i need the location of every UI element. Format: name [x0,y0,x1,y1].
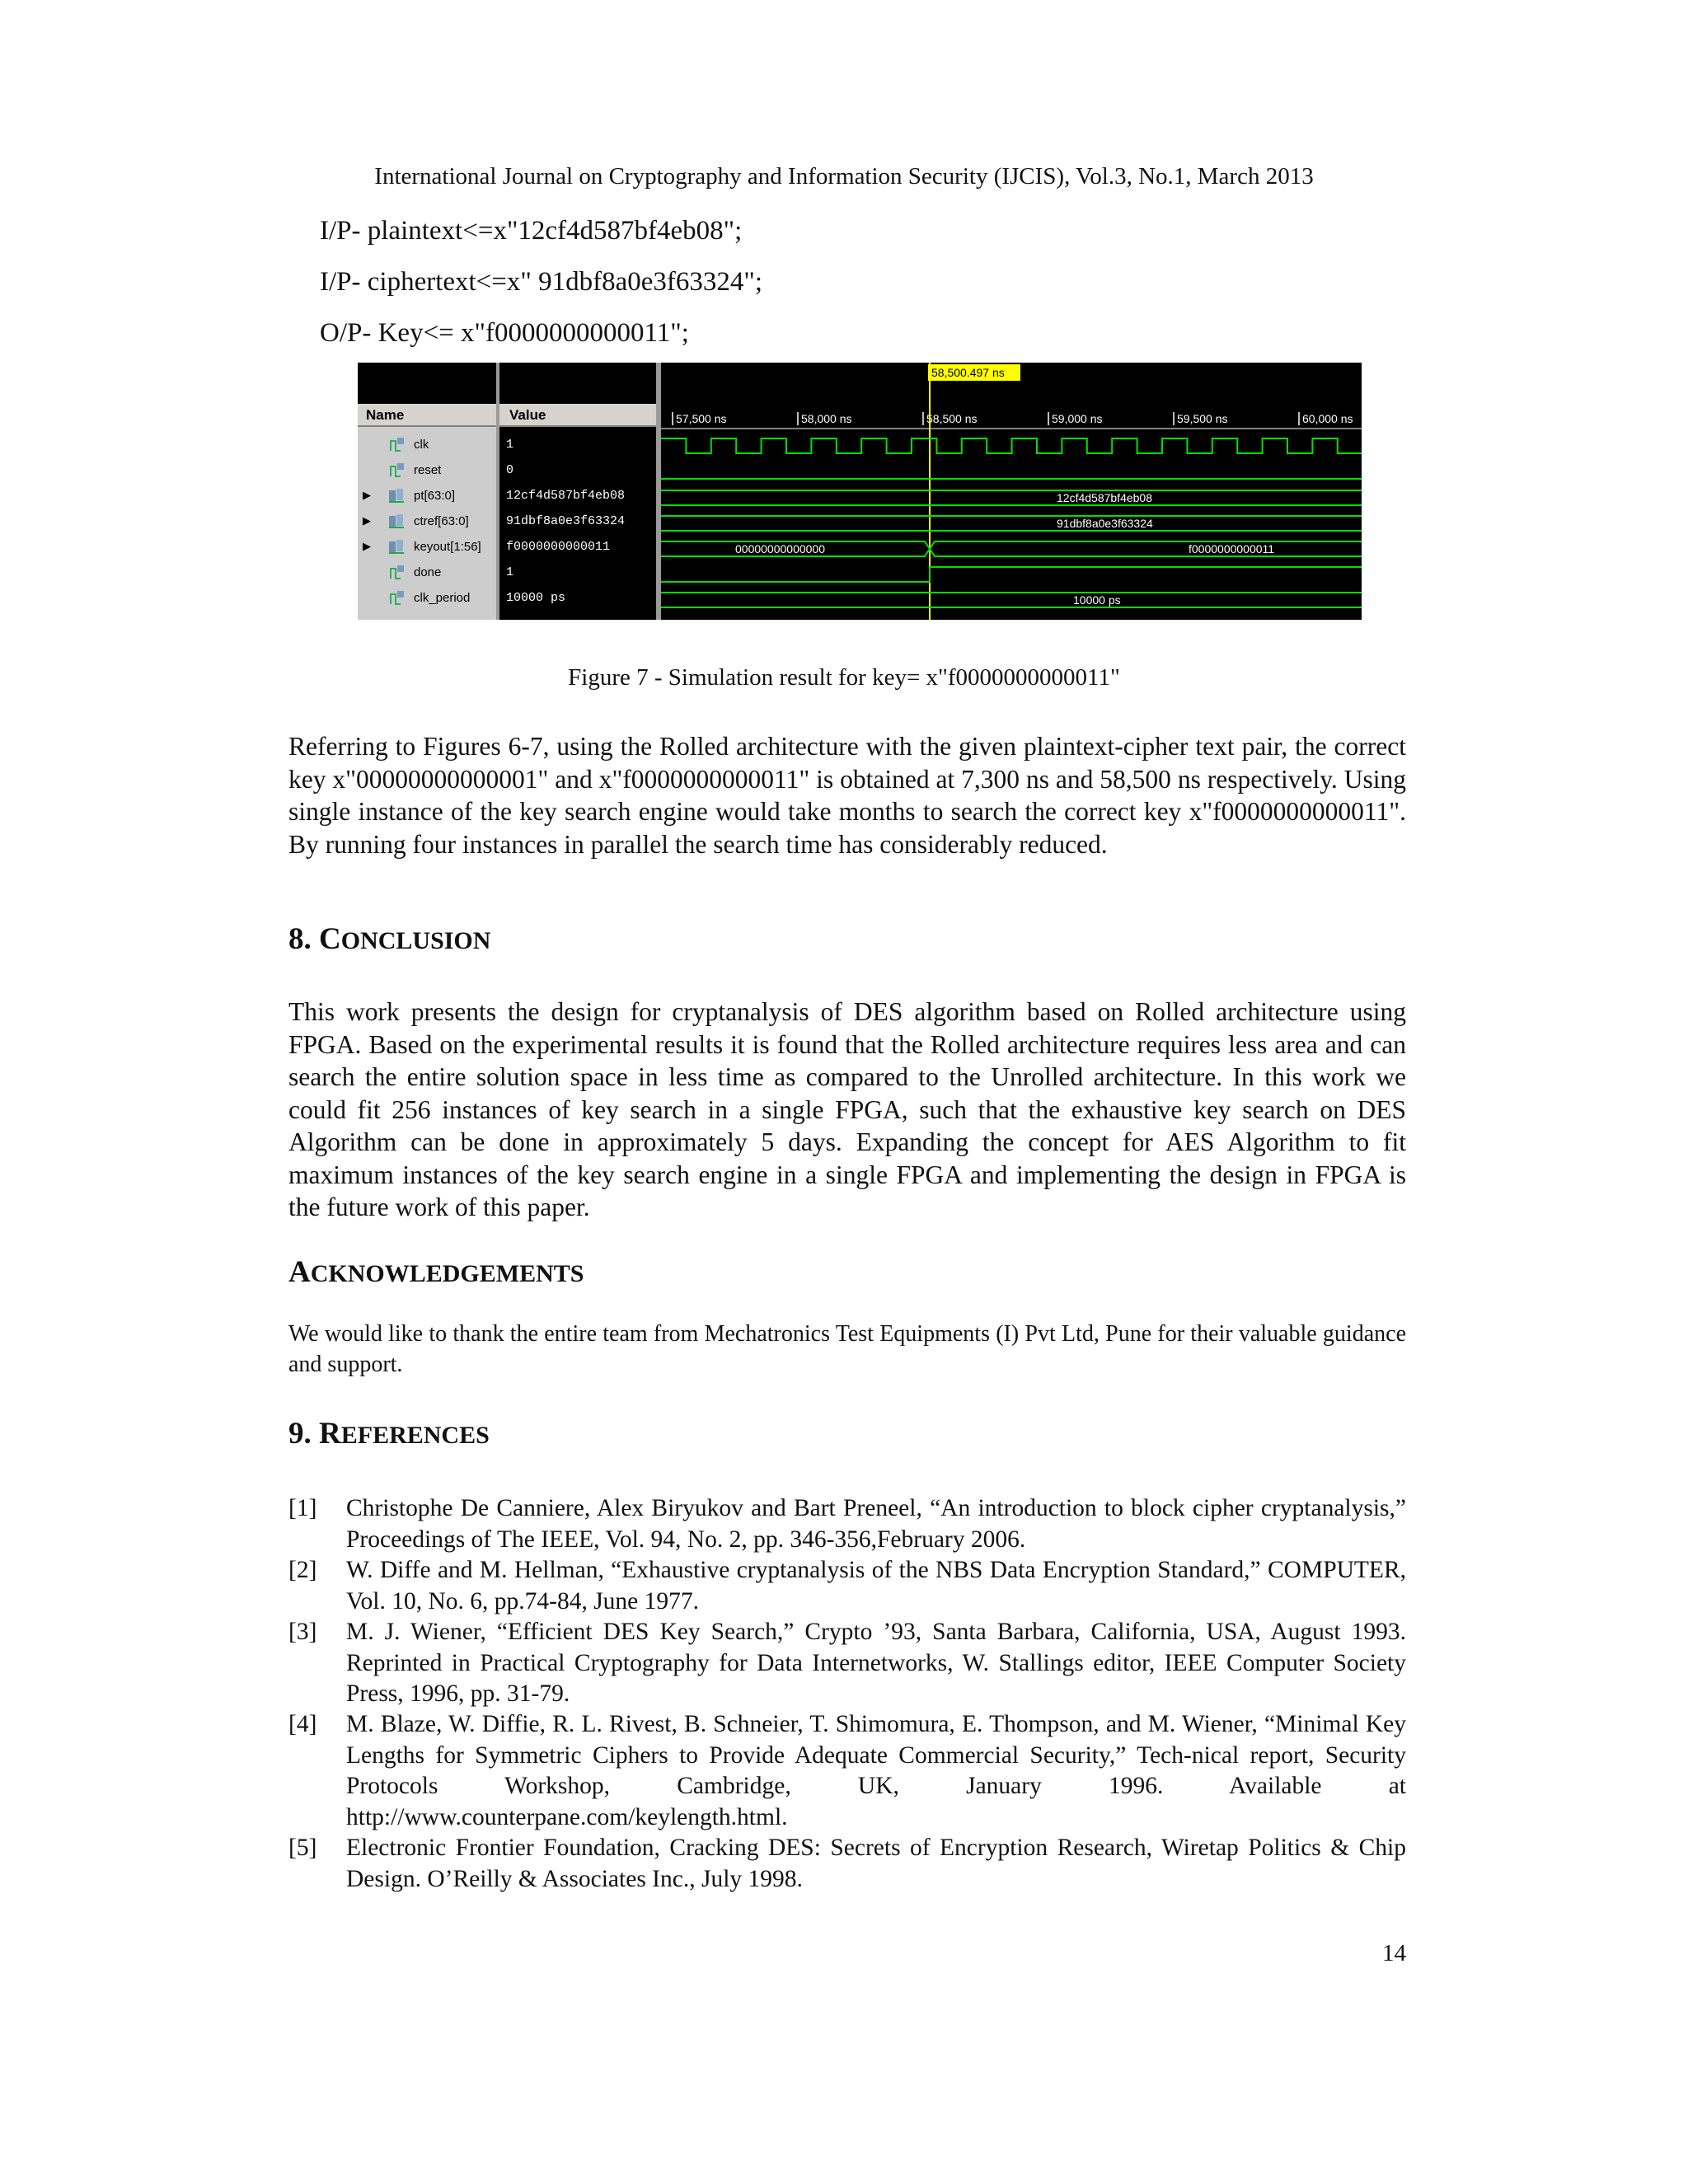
expand-bus-icon[interactable]: ▶ [363,541,371,553]
cursor-label: 58,500.497 ns [931,366,1005,379]
time-tick-label: 59,000 ns [1052,412,1103,425]
bus-signal-icon [387,538,407,556]
reference-text: W. Diffe and M. Hellman, “Exhaustive cryptanalysis of the NBS Data Encryption Standard,” COMPUTER, Vol. 10, No. 6, pp.74-84, June 1977. [346,1557,1406,1615]
keyout-wave-value-after: f0000000000011 [1189,542,1275,555]
reference-text: M. Blaze, W. Diffie, R. L. Rivest, B. Schneier, T. Shimomura, E. Thompson, and M. Wiener, “Minimal Key Lengths for Symmetric Ciphers to Provide Adequate Commercial Security,” Tech-nical report, Security Protocols Workshop, Cambridge, UK, January 1996. Available at http://www.counterpane.com/keylength.html. [346,1711,1406,1830]
journal-header: International Journal on Cryptography and Information Security (IJCIS), Vol.3, No.1, March 2013 [374,163,1314,190]
acknowledgements-paragraph: We would like to thank the entire team from Mechatronics Test Equipments (I) Pvt Ltd, Pune for their valuable guidance and support. [288,1321,1406,1377]
signal-icon [387,564,407,582]
results-paragraph: Referring to Figures 6-7, using the Rolled architecture with the given plaintext-cipher text pair, the correct key x"00000000000001" and x"f0000000000011" is obtained at 7,300 ns and 58,500 ns respectively. Using single instance of the key search engine would take months to search the correct key x"f0000000000011". By running four instances in parallel the search time has considerably reduced. [288,732,1406,859]
bus-signal-icon [387,513,407,531]
signal-value: 91dbf8a0e3f63324 [506,514,626,528]
reference-number: [4] [288,1711,317,1737]
waveform-canvas[interactable] [661,363,1362,620]
value-column-header[interactable]: Value [499,404,656,427]
signal-value: 1 [506,565,514,579]
reference-number: [5] [288,1835,317,1861]
signal-name-done[interactable]: done [414,565,442,579]
time-tick-label: 60,000 ns [1302,412,1353,425]
acknowledgements-heading [288,1254,584,1290]
time-tick-label: 57,500 ns [676,412,727,425]
conclusion-heading [288,921,490,957]
reference-text: Electronic Frontier Foundation, Cracking DES: Secrets of Encryption Research, Wiretap Politics & Chip Design. O’Reilly & Associates Inc., July 1998. [346,1835,1406,1892]
time-tick-label: 59,500 ns [1177,412,1228,425]
reference-item [288,1617,1406,1710]
reference-item [288,1833,1406,1895]
conclusion-paragraph: This work presents the design for cryptanalysis of DES algorithm based on Rolled architecture using FPGA. Based on the experimental results it is found that the Rolled architecture requires less area and can search the entire solution space in less time as compared to the Unrolled architecture. In this work we could fit 256 instances of key search in a single FPGA, such that the exhaustive key search on DES Algorithm can be done in approximately 5 days. Expanding the concept for AES Algorithm to fit maximum instances of the key search engine in a single FPGA and implementing the design in FPGA is the future work of this paper. [288,997,1406,1221]
ctref-wave-value: 91dbf8a0e3f63324 [1057,517,1153,530]
signal-name-keyout-1-56[interactable]: keyout[1:56] [414,540,481,554]
time-tick-label: 58,000 ns [801,412,852,425]
name-column-header[interactable]: Name [358,404,496,427]
heading-rest: ONCLUSION [340,927,491,954]
signal-value-panel [499,404,656,620]
io-key: O/P- Key<= x"f0000000000011"; [320,318,689,348]
heading-lead: A [288,1255,311,1289]
keyout-wave-value-before: 00000000000000 [735,542,826,555]
signal-name-ctref-63-0[interactable]: ctref[63:0] [414,514,469,528]
io-ciphertext: I/P- ciphertext<=x" 91dbf8a0e3f63324"; [320,267,763,297]
clk-period-wave-value: 10000 ps [1073,593,1121,607]
signal-value: f0000000000011 [506,540,611,554]
reference-item [288,1493,1406,1555]
signal-value: 12cf4d587bf4eb08 [506,489,626,503]
signal-name-reset[interactable]: reset [414,463,442,477]
signal-name-panel [358,404,496,620]
signal-icon [387,462,407,480]
signal-value: 0 [506,463,514,477]
bus-signal-icon [387,487,407,505]
expand-bus-icon[interactable]: ▶ [363,515,371,527]
pt-wave-value: 12cf4d587bf4eb08 [1057,491,1152,504]
heading-rest: CKNOWLEDGEMENTS [310,1260,584,1287]
signal-value: 1 [506,438,514,452]
time-tick-label: 58,500 ns [926,412,978,425]
expand-bus-icon[interactable]: ▶ [363,490,371,502]
reference-text: Christophe De Canniere, Alex Biryukov and Bart Preneel, “An introduction to block cipher cryptanalysis,” Proceedings of The IEEE, Vol. 94, No. 2, pp. 346-356,February 2006. [346,1495,1406,1553]
reference-item [288,1709,1406,1833]
references-heading [288,1416,490,1451]
simulation-waveform-figure [358,363,1362,620]
reference-text: M. J. Wiener, “Efficient DES Key Search,” Crypto ’93, Santa Barbara, California, USA, August 1993. Reprinted in Practical Cryptography for Data Internetworks, W. Stallings editor, IEEE Computer Society Press, 1996, pp. 31-79. [346,1619,1406,1707]
heading-lead: 9. R [288,1417,341,1451]
reference-number: [3] [288,1619,317,1645]
signal-value: 10000 ps [506,591,566,605]
signal-name-clk-period[interactable]: clk_period [414,591,471,605]
signal-name-clk[interactable]: clk [414,438,429,452]
reference-number: [1] [288,1495,317,1521]
reference-number: [2] [288,1557,317,1583]
figure-caption: Figure 7 - Simulation result for key= x"f0000000000011" [568,664,1120,691]
heading-rest: EFERENCES [340,1422,490,1449]
reference-item [288,1555,1406,1617]
done-wave [661,567,1362,582]
signal-name-pt-63-0[interactable]: pt[63:0] [414,489,456,503]
heading-lead: 8. C [288,922,341,956]
panel-divider [496,363,499,620]
clk-wave [661,438,1362,453]
page-number: 14 [1382,1940,1406,1966]
io-plaintext: I/P- plaintext<=x"12cf4d587bf4eb08"; [320,216,743,246]
signal-icon [387,436,407,454]
signal-icon [387,589,407,607]
